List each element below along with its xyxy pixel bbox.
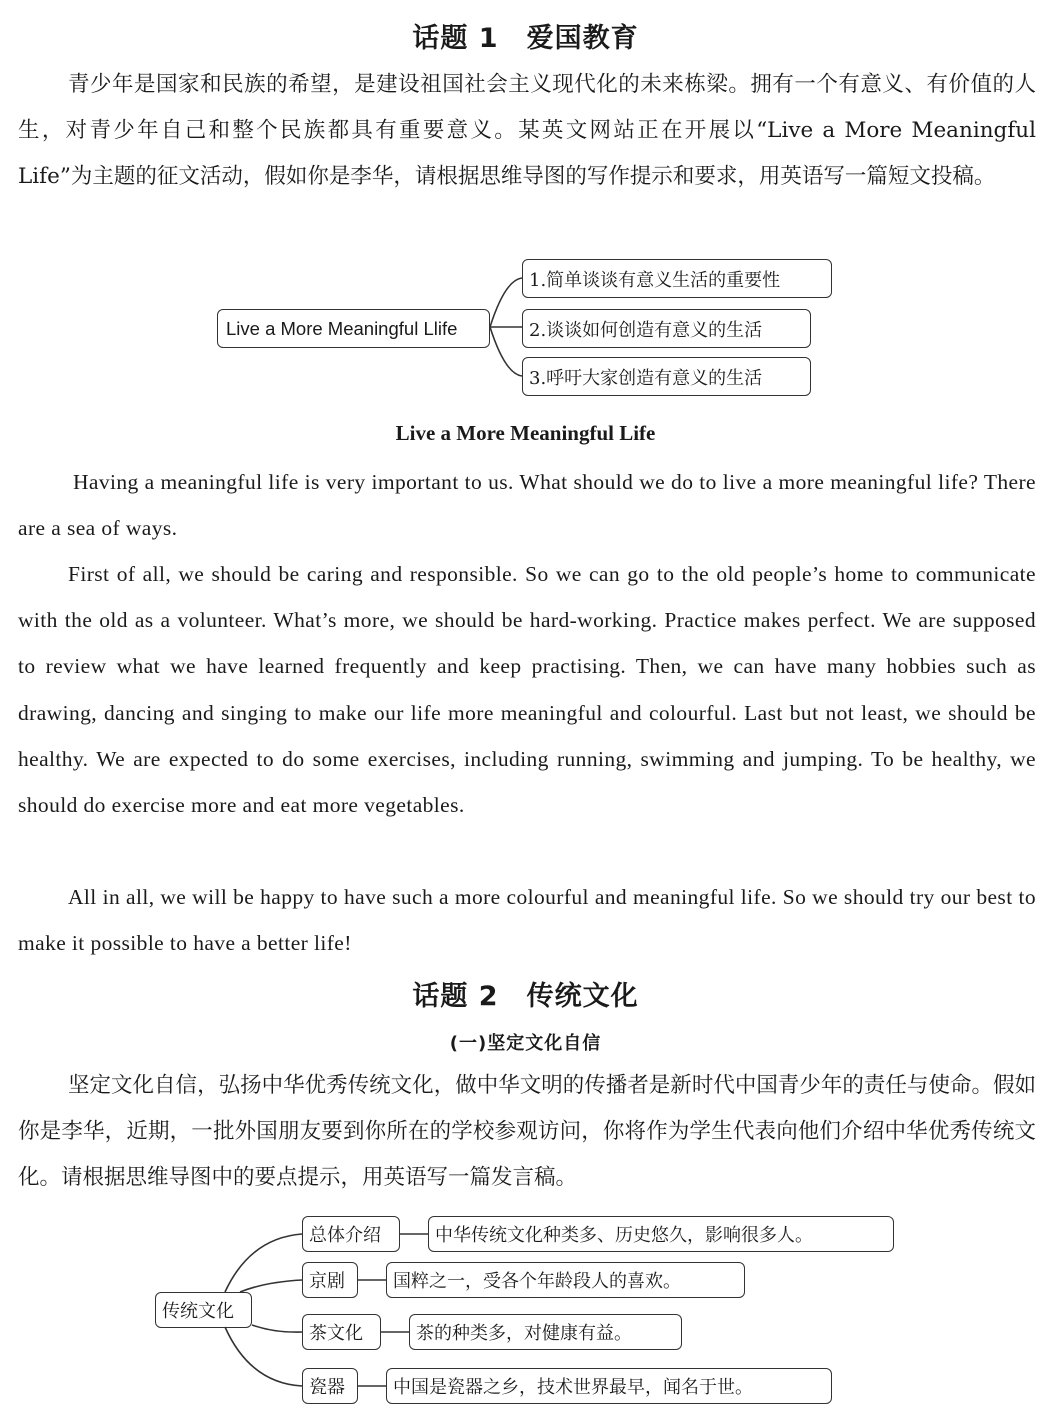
topic2-intro: 坚定文化自信，弘扬中华优秀传统文化，做中华文明的传播者是新时代中国青少年的责任与使命。假如你是李华，近期，一批外国朋友要到你所在的学校参观访问，你将作为学生代表向他们介绍中华优秀传统文化。请根据思维导图中的要点提示，用英语写一篇发言稿。 — [18, 1073, 1036, 1190]
mindmap1-root-label: Live a More Meaningful Llife — [226, 317, 458, 339]
mindmap2-branch-label: 总体介绍 — [309, 1225, 381, 1246]
essay-paragraph-3: All in all, we will be happy to have such a more colourful and meaningful life. So we should try our best to make it possible to have a better life! — [18, 885, 1036, 956]
mindmap2-detail-label: 中华传统文化种类多、历史悠久，影响很多人。 — [435, 1225, 813, 1246]
essay-title: Live a More Meaningful Life — [395, 421, 656, 445]
mindmap1-branch-2 — [522, 309, 811, 348]
mindmap1-branch-label: 3.呼吁大家创造有意义的生活 — [529, 367, 763, 389]
mindmap2-detail-label: 茶的种类多，对健康有益。 — [416, 1323, 632, 1344]
mindmap2-branch-label: 京剧 — [309, 1271, 345, 1292]
essay-paragraph-2: First of all, we should be caring and responsible. So we can go to the old people’s home to communicate with the old as a volunteer. What’s more, we should be hard-working. Practice makes perfect. We are supposed to review what we have learned frequently and keep practising. Then, we can have many hobbies such as drawing, dancing and singing to make our life more meaningful and colourful. Last but not least, we should be healthy. We are expected to do some exercises, including running, swimming and jumping. To be healthy, we should do exercise more and eat more vegetables. — [18, 562, 1036, 818]
mindmap1-branch-3 — [522, 357, 811, 396]
essay-paragraph-1: Having a meaningful life is very important to us. What should we do to live a more meaningful life? There are a sea of ways. — [18, 470, 1036, 541]
topic2-title: 话题 2 传统文化 — [412, 981, 639, 1012]
mindmap2-detail-4 — [386, 1368, 832, 1404]
topic2-subtitle: (一)坚定文化自信 — [449, 1033, 602, 1054]
mindmap2-branch-label: 茶文化 — [309, 1323, 363, 1344]
mindmap2-branch-label: 瓷器 — [309, 1377, 345, 1398]
mindmap2-root — [155, 1292, 252, 1328]
mindmap2-detail-label: 中国是瓷器之乡，技术世界最早，闻名于世。 — [393, 1377, 753, 1398]
mindmap2-detail-1 — [428, 1216, 894, 1252]
mindmap1-root — [217, 309, 490, 348]
mindmap1-branch-label: 1.简单谈谈有意义生活的重要性 — [529, 269, 781, 291]
mindmap1-branch-label: 2.谈谈如何创造有意义的生活 — [529, 319, 763, 341]
topic1-intro: 青少年是国家和民族的希望，是建设祖国社会主义现代化的未来栋梁。拥有一个有意义、有价值的人生，对青少年自己和整个民族都具有重要意义。某英文网站正在开展以“Live a More Meaningful Life”为主题的征文活动，假如你是李华，请根据思维导图的写作提示和要求，用英语写一篇短文投稿。 — [18, 72, 1036, 189]
mindmap2-detail-2 — [386, 1262, 745, 1298]
mindmap2-branch-2 — [302, 1262, 358, 1298]
mindmap2-branch-3 — [302, 1314, 381, 1350]
mindmap2-root-label: 传统文化 — [162, 1301, 234, 1322]
mindmap2-detail-label: 国粹之一，受各个年龄段人的喜欢。 — [393, 1271, 681, 1292]
mindmap2-branch-1 — [302, 1216, 400, 1252]
mindmap2-detail-3 — [409, 1314, 682, 1350]
mindmap1-branch-1 — [522, 259, 832, 298]
topic1-title: 话题 1 爱国教育 — [412, 23, 639, 54]
mindmap2-branch-4 — [302, 1368, 358, 1404]
